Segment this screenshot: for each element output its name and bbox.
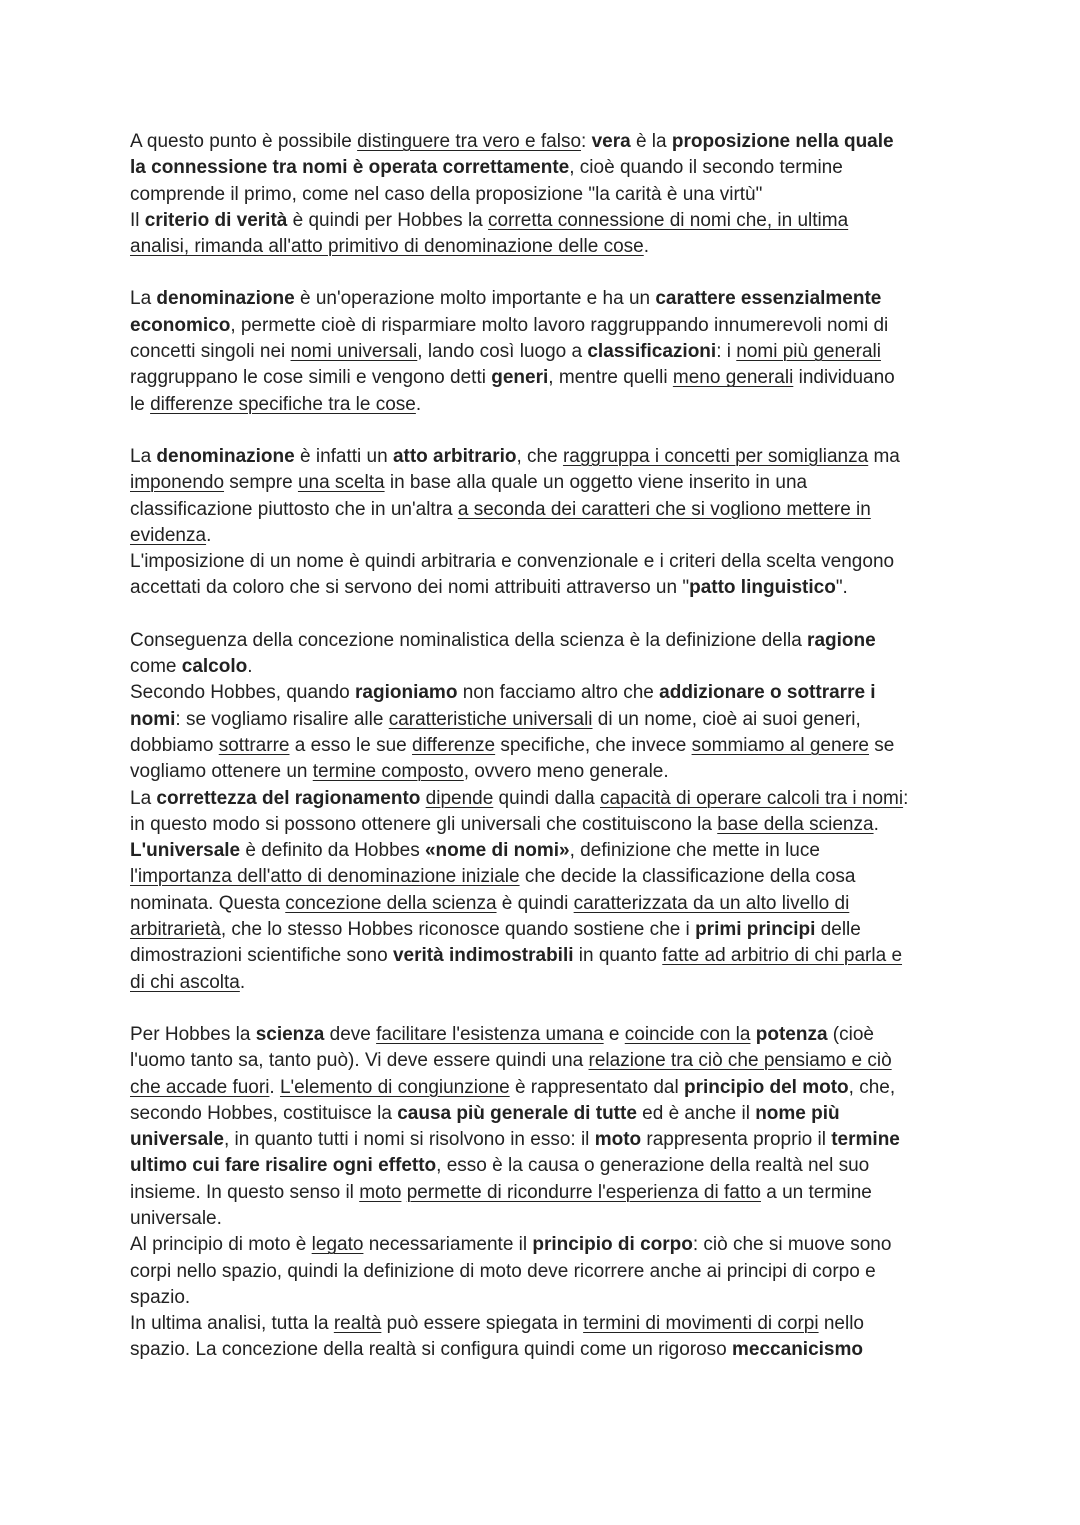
text-line — [130, 155, 960, 181]
bold-text: calcolo — [181, 656, 248, 678]
text-run: , permette cioè di risparmiare molto lavoro raggruppando innumerevoli nomi di — [230, 314, 889, 336]
underlined-text: a seconda dei caratteri che si vogliono mettere in — [457, 498, 871, 520]
text-line — [130, 208, 960, 234]
text-run: individuano — [793, 367, 895, 389]
text-run: , definizione che mette in luce — [569, 840, 820, 862]
underlined-text: raggruppa i concetti per somiglianza — [562, 445, 869, 467]
bold-text: carattere essenzialmente — [655, 288, 882, 310]
bold-text: denominazione — [156, 288, 295, 310]
underlined-text: arbitrarietà — [130, 919, 221, 941]
text-line — [130, 707, 960, 733]
text-line — [130, 891, 960, 917]
underlined-text: meno generali — [672, 367, 794, 389]
paragraph — [130, 628, 960, 996]
text-run: dimostrazioni scientifiche sono — [130, 945, 393, 967]
text-run: In ultima analisi, tutta la — [130, 1313, 334, 1335]
text-run: , mentre quelli — [548, 367, 673, 389]
text-run: quindi dalla — [493, 787, 600, 809]
text-line — [130, 1075, 960, 1101]
underlined-text: imponendo — [130, 472, 225, 494]
underlined-text: sottrarre — [218, 734, 290, 756]
bold-text: proposizione nella quale — [671, 131, 894, 152]
document-page — [130, 129, 960, 1364]
text-line — [130, 365, 960, 391]
bold-text: termine — [831, 1129, 900, 1151]
text-run: , in quanto tutti i nomi si risolvono in esso: il — [224, 1129, 595, 1151]
underlined-text: facilitare l'esistenza umana — [376, 1023, 604, 1045]
text-line — [130, 497, 960, 523]
text-line — [130, 733, 960, 759]
text-run: , esso è la causa o generazione della realtà nel suo — [436, 1155, 870, 1177]
text-run: in quanto — [573, 945, 663, 967]
text-line — [130, 129, 960, 155]
text-run: , ovvero meno generale. — [463, 761, 669, 783]
text-run: La — [130, 445, 157, 467]
bold-text: ultimo cui fare risalire ogni effetto — [130, 1155, 437, 1177]
text-run: ed è anche il — [636, 1102, 756, 1124]
text-run: nominata. Questa — [130, 892, 286, 914]
text-line — [130, 970, 960, 996]
text-run: e — [603, 1023, 625, 1045]
bold-text: patto linguistico — [689, 577, 836, 599]
text-line — [130, 1127, 960, 1153]
text-line — [130, 1048, 960, 1074]
text-run: . — [247, 656, 253, 678]
underlined-text: L'elemento di congiunzione — [279, 1076, 510, 1098]
text-run: che decide la classificazione della cosa — [519, 866, 856, 888]
text-line — [130, 1311, 960, 1337]
text-line — [130, 1232, 960, 1258]
text-run: L'imposizione di un nome è quindi arbitraria e convenzionale e i criteri della scelta vengono — [130, 551, 895, 573]
text-run: . — [239, 971, 246, 993]
text-run: è infatti un — [294, 445, 393, 467]
text-line — [130, 444, 960, 470]
text-run: in base alla quale un oggetto viene inserito in una — [384, 472, 808, 494]
text-line — [130, 182, 960, 208]
text-run: raggruppano le cose simili e vengono detti — [130, 367, 492, 389]
text-line — [130, 759, 960, 785]
text-line — [130, 523, 960, 549]
text-run: è un'operazione molto importante e ha un — [294, 288, 656, 310]
underlined-text: caratterizzata da un alto livello di — [573, 892, 850, 914]
text-run: Per Hobbes la — [130, 1023, 256, 1045]
text-run: può essere spiegata in — [381, 1313, 584, 1335]
underlined-text: coincide con la — [624, 1023, 751, 1045]
underlined-text: base della scienza — [717, 813, 874, 835]
text-run: è quindi per Hobbes la — [287, 209, 489, 231]
text-run: . — [269, 1076, 280, 1098]
underlined-text: concezione della scienza — [285, 892, 497, 914]
text-line — [130, 628, 960, 654]
bold-text: principio di corpo — [532, 1234, 693, 1256]
underlined-text: termini di movimenti di corpi — [583, 1313, 819, 1335]
bold-text: causa più generale di tutte — [397, 1102, 637, 1124]
paragraph — [130, 1022, 960, 1364]
bold-text: L'universale — [130, 840, 241, 862]
underlined-text: differenze specifiche tra le cose — [150, 393, 416, 415]
text-run: nello — [818, 1313, 864, 1335]
text-run: , che lo stesso Hobbes riconosce quando sostiene che i — [220, 919, 696, 941]
text-run: sempre — [224, 472, 298, 494]
text-run: spazio. La concezione della realtà si configura quindi come un rigoroso — [130, 1339, 733, 1361]
text-run: delle — [815, 919, 861, 941]
text-run: , lando così luogo a — [417, 341, 588, 363]
underlined-text: corretta connessione di nomi che, in ultima — [488, 209, 849, 231]
bold-text: criterio di verità — [144, 209, 288, 231]
text-run: . — [643, 236, 650, 258]
text-line — [130, 1022, 960, 1048]
text-line — [130, 286, 960, 312]
text-run: : — [903, 787, 909, 809]
bold-text: primi principi — [695, 919, 816, 941]
text-run: è rappresentato dal — [509, 1076, 684, 1098]
bold-text: «nome di nomi» — [424, 840, 570, 862]
text-run: accettati da coloro che si servono dei nomi attribuiti attraverso un " — [130, 577, 690, 599]
bold-text: generi — [491, 367, 549, 389]
paragraph — [130, 444, 960, 602]
text-run: ma — [868, 445, 900, 467]
underlined-text: realtà — [333, 1313, 382, 1335]
text-run: non facciamo altro che — [457, 682, 660, 704]
underlined-text: moto — [359, 1181, 402, 1203]
paragraph — [130, 286, 960, 417]
text-run: classificazione piuttosto che in un'altra — [130, 498, 458, 520]
text-line — [130, 549, 960, 575]
text-line — [130, 392, 960, 418]
underlined-text: evidenza — [130, 524, 207, 546]
text-run: dobbiamo — [130, 734, 219, 756]
bold-text: classificazioni — [587, 341, 717, 363]
text-line — [130, 786, 960, 812]
underlined-text: caratteristiche universali — [388, 708, 593, 730]
bold-text: principio del moto — [683, 1076, 849, 1098]
text-run: : — [581, 131, 592, 152]
text-run: insieme. In questo senso il — [130, 1181, 360, 1203]
text-run: : se vogliamo risalire alle — [175, 708, 389, 730]
text-run: specifiche, che invece — [495, 734, 692, 756]
text-run: La — [130, 787, 157, 809]
text-run: come — [130, 656, 182, 678]
bold-text: ragione — [807, 629, 876, 651]
text-run: , che — [516, 445, 563, 467]
text-line — [130, 1153, 960, 1179]
text-run: concetti singoli nei — [130, 341, 291, 363]
bold-text: verità indimostrabili — [392, 945, 574, 967]
text-line — [130, 1337, 960, 1363]
text-line — [130, 234, 960, 260]
text-run: universale. — [130, 1207, 222, 1229]
text-run: comprende il primo, come nel caso della proposizione "la carità è una virtù" — [130, 183, 763, 205]
text-run: . — [415, 393, 422, 415]
underlined-text: termine composto — [312, 761, 464, 783]
underlined-text: relazione tra ciò che pensiamo e ciò — [588, 1050, 892, 1072]
text-run: , cioè quando il secondo termine — [569, 157, 843, 179]
text-line — [130, 654, 960, 680]
text-run: se — [869, 734, 895, 756]
text-run: corpi nello spazio, quindi la definizione di moto deve ricorrere anche ai principi di corpo e — [130, 1260, 876, 1282]
underlined-text: differenze — [412, 734, 496, 756]
bold-text: addizionare o sottrarre i — [659, 682, 876, 704]
bold-text: denominazione — [156, 445, 295, 467]
text-run: secondo Hobbes, costituisce la — [130, 1102, 398, 1124]
bold-text: potenza — [755, 1023, 828, 1045]
underlined-text: l'importanza dell'atto di denominazione iniziale — [130, 866, 520, 888]
underlined-text: permette di ricondurre l'esperienza di fatto — [406, 1181, 761, 1203]
text-run: è definito da Hobbes — [240, 840, 425, 862]
text-run: in questo modo si possono ottenere gli universali che costituiscono la — [130, 813, 718, 835]
text-run: ". — [835, 577, 848, 599]
text-run: La — [130, 288, 157, 310]
text-run: (cioè — [827, 1023, 874, 1045]
bold-text: scienza — [255, 1023, 325, 1045]
text-run: a un termine — [760, 1181, 872, 1203]
text-run: : ciò che si muove sono — [692, 1234, 892, 1256]
bold-text: correttezza del ragionamento — [156, 787, 421, 809]
underlined-text: di chi ascolta — [130, 971, 240, 993]
underlined-text: analisi, rimanda all'atto primitivo di denominazione delle cose — [130, 236, 644, 258]
bold-text: nomi — [130, 708, 176, 730]
text-line — [130, 1206, 960, 1232]
text-line — [130, 313, 960, 339]
text-run: necessariamente il — [363, 1234, 533, 1256]
text-run: deve — [324, 1023, 377, 1045]
text-line — [130, 339, 960, 365]
underlined-text: legato — [311, 1234, 364, 1256]
bold-text: ragioniamo — [355, 682, 458, 704]
text-run: è quindi — [496, 892, 574, 914]
text-line — [130, 680, 960, 706]
underlined-text: nomi più generali — [736, 341, 881, 363]
text-run: Il — [130, 209, 145, 231]
text-line — [130, 943, 960, 969]
bold-text: universale — [130, 1129, 224, 1151]
text-line — [130, 1259, 960, 1285]
text-run: Secondo Hobbes, quando — [130, 682, 356, 704]
bold-text: la connessione tra nomi è operata correttamente — [130, 157, 570, 179]
underlined-text: distinguere tra vero e falso — [357, 131, 582, 152]
text-run: a esso le sue — [289, 734, 413, 756]
text-run: spazio. — [130, 1286, 191, 1308]
underlined-text: fatte ad arbitrio di chi parla e — [662, 945, 903, 967]
text-run: l'uomo tanto sa, tanto può). Vi deve essere quindi una — [130, 1050, 589, 1072]
text-run: : i — [716, 341, 737, 363]
text-line — [130, 1285, 960, 1311]
text-run: , che, — [848, 1076, 896, 1098]
text-run: . — [206, 524, 212, 546]
text-run: Al principio di moto è — [130, 1234, 312, 1256]
underlined-text: capacità di operare calcoli tra i nomi — [599, 787, 904, 809]
text-line — [130, 838, 960, 864]
underlined-text: dipende — [425, 787, 494, 809]
text-line — [130, 864, 960, 890]
underlined-text: una scelta — [297, 472, 385, 494]
text-line — [130, 812, 960, 838]
bold-text: atto arbitrario — [392, 445, 517, 467]
bold-text: economico — [130, 314, 231, 336]
text-line — [130, 575, 960, 601]
underlined-text: nomi universali — [290, 341, 418, 363]
text-line — [130, 470, 960, 496]
text-line — [130, 917, 960, 943]
bold-text: meccanicismo — [732, 1339, 863, 1361]
text-line — [130, 1180, 960, 1206]
bold-text: vera — [591, 131, 631, 152]
text-run: A questo punto è possibile — [130, 131, 358, 152]
text-run: . — [873, 813, 879, 835]
text-run: è la — [630, 131, 672, 152]
text-run: di un nome, cioè ai suoi generi, — [592, 708, 861, 730]
underlined-text: che accade fuori — [130, 1076, 270, 1098]
text-run: Conseguenza della concezione nominalistica della scienza è la definizione della — [130, 629, 808, 651]
bold-text: nome più — [755, 1102, 840, 1124]
text-run: le — [130, 393, 151, 415]
text-line — [130, 1101, 960, 1127]
underlined-text: sommiamo al genere — [691, 734, 869, 756]
text-run: vogliamo ottenere un — [130, 761, 313, 783]
paragraph — [130, 129, 960, 260]
text-run: rappresenta proprio il — [641, 1129, 832, 1151]
bold-text: moto — [594, 1129, 642, 1151]
